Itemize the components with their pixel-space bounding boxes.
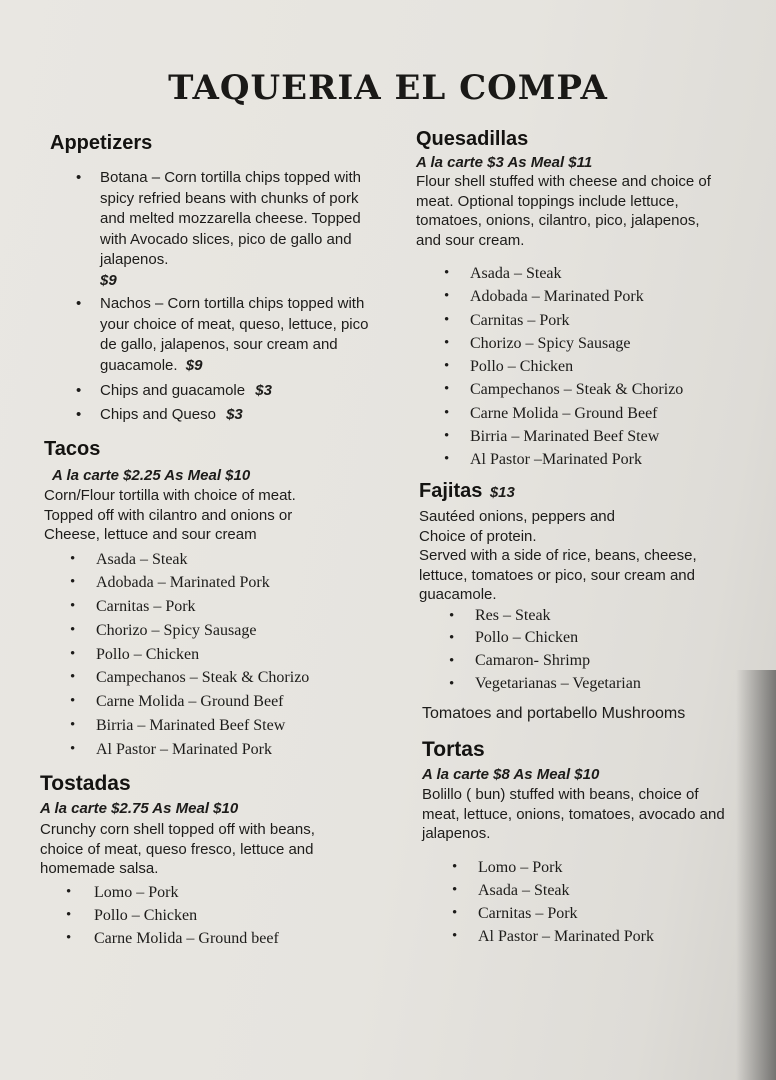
tostadas-section: [40, 772, 360, 950]
tostadas-heading: Tostadas: [40, 772, 131, 795]
list-item: • Al Pastor – Marinated Pork: [422, 925, 742, 948]
fajitas-heading: Fajitas: [419, 480, 483, 502]
appetizers-heading: Appetizers: [50, 132, 153, 154]
list-item: • Campechanos – Steak & Chorizo: [44, 666, 344, 690]
fajitas-header: [419, 480, 739, 503]
list-item: • Al Pastor – Marinated Pork: [44, 738, 344, 762]
list-item: • Pollo – Chicken: [44, 643, 344, 667]
list-item: • Adobada – Marinated Pork: [44, 571, 344, 595]
appetizers-section: [50, 132, 370, 427]
list-item: • Lomo – Pork: [40, 881, 360, 904]
list-item: • Pollo – Chicken: [419, 627, 739, 650]
list-item: • Carne Molida – Ground Beef: [44, 690, 344, 714]
list-item: • Chips and Queso $3: [50, 403, 370, 427]
tacos-heading: Tacos: [44, 438, 101, 460]
list-item: • Vegetarianas – Vegetarian: [419, 673, 739, 696]
list-item: • Chips and guacamole $3: [50, 379, 370, 403]
fajitas-note: Tomatoes and portabello Mushrooms: [422, 704, 686, 722]
list-item: • Lomo – Pork: [422, 856, 742, 879]
tacos-section: [44, 438, 344, 762]
quesadillas-list: [416, 262, 736, 472]
list-item: • Birria – Marinated Beef Stew: [416, 425, 736, 448]
fajitas-price: $13: [489, 484, 515, 501]
list-item: • Birria – Marinated Beef Stew: [44, 714, 344, 738]
page-edge-shadow: [736, 670, 776, 1080]
quesadillas-description: Flour shell stuffed with cheese and choice of meat. Optional toppings include lettuce, tomatoes, onions, cilantro, pico, jalapenos, and sour cream.: [416, 173, 711, 249]
list-item: • Adobada – Marinated Pork: [416, 285, 736, 308]
tostadas-list: [40, 881, 360, 950]
fajitas-description-1: Sautéed onions, peppers and Choice of protein.: [419, 508, 615, 545]
tostadas-price: A la carte $2.75 As Meal $10: [40, 800, 239, 817]
tortas-list: [422, 856, 742, 949]
fajitas-description-2: Served with a side of rice, beans, cheese, lettuce, tomatoes or pico, sour cream and guacamole.: [419, 547, 697, 603]
fajitas-section: [419, 480, 739, 723]
list-item: • Nachos – Corn tortilla chips topped with your choice of meat, queso, lettuce, pico de gallo, jalapenos, sour cream and guacamole. $9: [50, 294, 370, 376]
restaurant-title: TAQUERIA EL COMPA: [168, 68, 608, 108]
list-item: • Botana – Corn tortilla chips topped with spicy refried beans with chunks of pork and melted mozzarella cheese. Topped with Avocado slices, pico de gallo and jalapenos. $9: [50, 168, 370, 291]
appetizers-list: [50, 168, 370, 427]
quesadillas-section: [416, 128, 736, 472]
list-item: • Pollo – Chicken: [416, 355, 736, 378]
tacos-list: [44, 548, 344, 762]
tortas-description: Bolillo ( bun) stuffed with beans, choice of meat, lettuce, onions, tomatoes, avocado and jalapenos.: [422, 786, 725, 842]
list-item: • Res – Steak: [419, 605, 739, 628]
list-item: • Asada – Steak: [416, 262, 736, 285]
fajitas-list: [419, 605, 739, 696]
tortas-section: [422, 738, 742, 949]
list-item: • Al Pastor –Marinated Pork: [416, 448, 736, 471]
list-item: • Camaron- Shrimp: [419, 650, 739, 673]
list-item: • Chorizo – Spicy Sausage: [44, 619, 344, 643]
list-item: • Chorizo – Spicy Sausage: [416, 332, 736, 355]
list-item: • Campechanos – Steak & Chorizo: [416, 378, 736, 401]
tortas-heading: Tortas: [422, 738, 485, 761]
quesadillas-heading: Quesadillas: [416, 128, 529, 150]
list-item: • Carnitas – Pork: [44, 595, 344, 619]
list-item: • Carnitas – Pork: [416, 309, 736, 332]
tacos-description: Corn/Flour tortilla with choice of meat. Topped off with cilantro and onions or Cheese, lettuce and sour cream: [44, 487, 296, 543]
list-item: • Asada – Steak: [44, 548, 344, 572]
list-item: • Carne Molida – Ground Beef: [416, 402, 736, 425]
list-item: • Asada – Steak: [422, 879, 742, 902]
tortas-price: A la carte $8 As Meal $10: [422, 766, 600, 783]
list-item: • Pollo – Chicken: [40, 904, 360, 927]
tacos-price: A la carte $2.25 As Meal $10: [52, 467, 251, 484]
list-item: • Carne Molida – Ground beef: [40, 927, 360, 950]
tostadas-description: Crunchy corn shell topped off with beans, choice of meat, queso fresco, lettuce and homemade salsa.: [40, 821, 315, 877]
list-item: • Carnitas – Pork: [422, 902, 742, 925]
quesadillas-price: A la carte $3 As Meal $11: [416, 154, 593, 171]
